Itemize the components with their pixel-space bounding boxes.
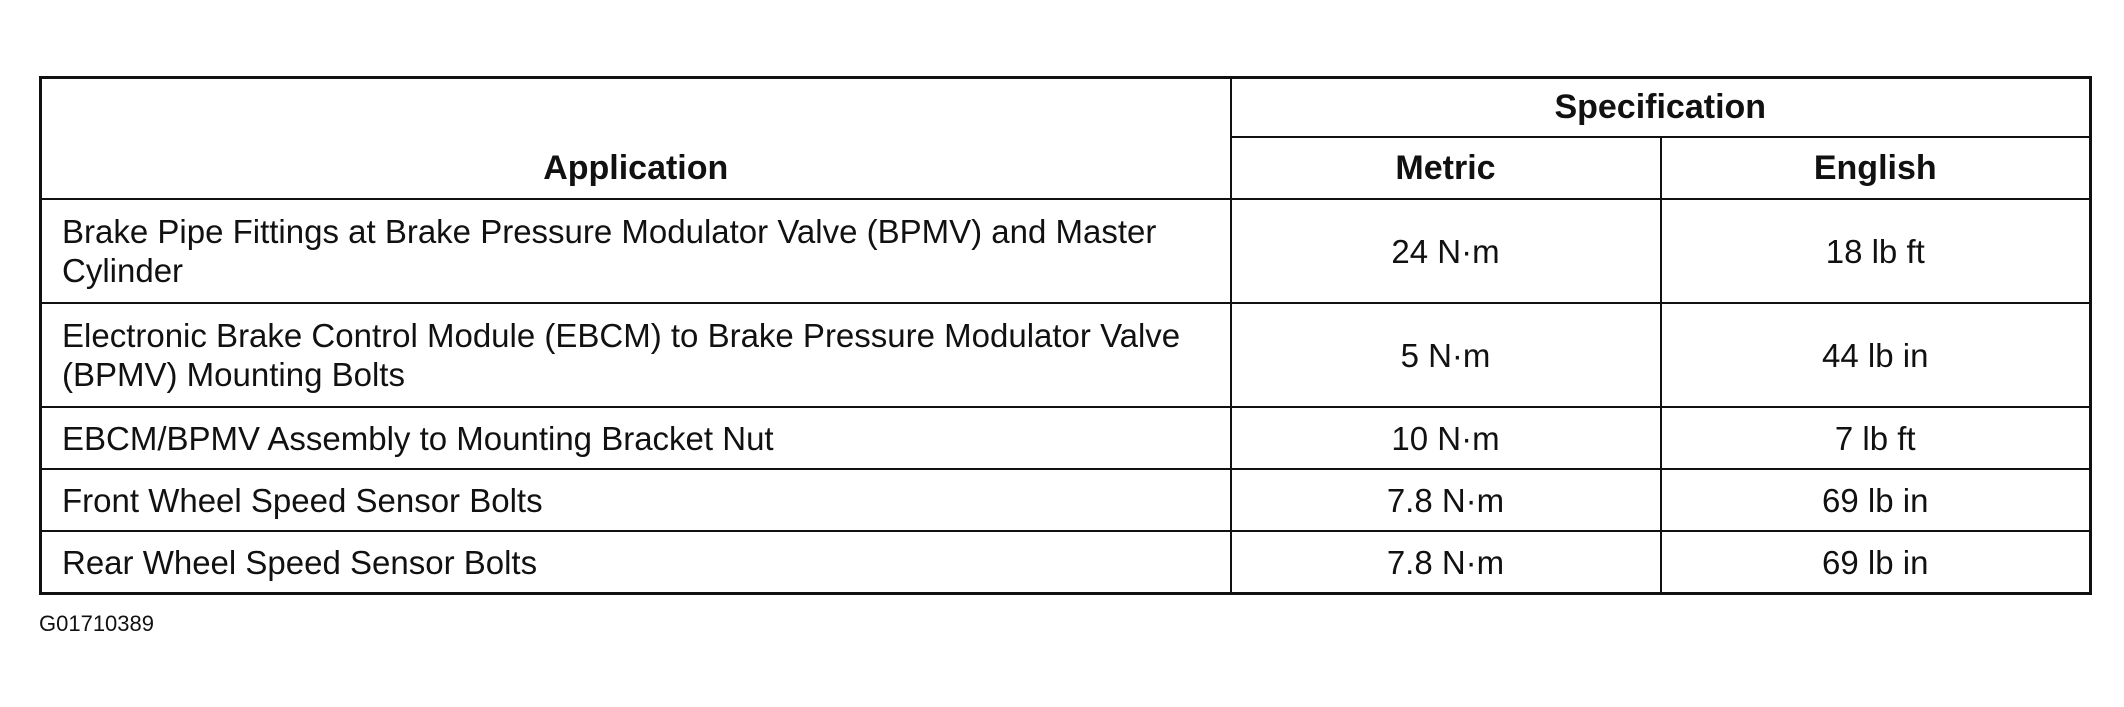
metric-cell: 24 N·m (1231, 199, 1661, 303)
english-cell: 69 lb in (1661, 531, 2091, 594)
metric-cell: 7.8 N·m (1231, 469, 1661, 531)
figure-id-label: G01710389 (39, 611, 154, 636)
english-cell: 69 lb in (1661, 469, 2091, 531)
english-cell: 18 lb ft (1661, 199, 2091, 303)
metric-cell: 5 N·m (1231, 303, 1661, 407)
english-cell: 7 lb ft (1661, 407, 2091, 469)
application-cell: EBCM/BPMV Assembly to Mounting Bracket Nut (41, 407, 1231, 469)
table-row (41, 469, 2091, 531)
application-cell: Front Wheel Speed Sensor Bolts (41, 469, 1231, 531)
application-cell: Rear Wheel Speed Sensor Bolts (41, 531, 1231, 594)
application-column-header: Application (41, 78, 1231, 200)
metric-column-header: Metric (1231, 137, 1661, 199)
table-row (41, 531, 2091, 594)
metric-cell: 10 N·m (1231, 407, 1661, 469)
english-cell: 44 lb in (1661, 303, 2091, 407)
application-cell: Electronic Brake Control Module (EBCM) to Brake Pressure Modulator Valve (BPMV) Mounting Bolts (41, 303, 1231, 407)
specification-column-header: Specification (1231, 78, 2091, 138)
table-row (41, 407, 2091, 469)
table-row (41, 303, 2091, 407)
fastener-specification-table (39, 76, 2092, 595)
application-cell: Brake Pipe Fittings at Brake Pressure Modulator Valve (BPMV) and Master Cylinder (41, 199, 1231, 303)
english-column-header: English (1661, 137, 2091, 199)
metric-cell: 7.8 N·m (1231, 531, 1661, 594)
table-row (41, 199, 2091, 303)
table-header-row (41, 78, 2091, 138)
